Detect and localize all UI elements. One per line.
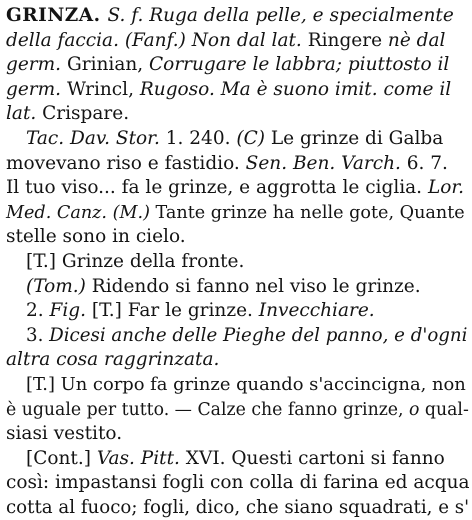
text-span: [Cont.]	[26, 447, 97, 469]
entry-line	[6, 29, 470, 54]
text-span: Le grinze di Galba	[264, 127, 444, 149]
italic-text: Dicesi anche delle Pieghe del panno, e d'ogni	[49, 324, 468, 346]
italic-text: (Tom.)	[26, 275, 86, 297]
text-span: qual-	[419, 399, 469, 420]
italic-text: germ.	[6, 78, 62, 100]
italic-text: Fig.	[49, 300, 87, 322]
italic-text: Sen. Ben. Varch.	[245, 152, 401, 174]
entry-line	[6, 422, 470, 447]
text-span: Far le grinze.	[127, 300, 259, 322]
entry-line	[6, 471, 470, 496]
entry-line	[6, 225, 470, 250]
italic-text: nè dal	[387, 29, 446, 51]
entry-line	[6, 299, 470, 324]
italic-text: Corrugare le labbra; piuttosto il	[149, 54, 450, 76]
entry-line	[6, 102, 470, 127]
text-span: Tante grinze ha nelle gote, Quante	[149, 202, 465, 223]
entry-line	[6, 447, 470, 472]
entry-line	[6, 53, 470, 78]
italic-text: Med. Canz. (M.)	[6, 202, 150, 223]
italic-text: Vas. Pitt.	[96, 447, 180, 469]
italic-text: Lor.	[427, 177, 465, 199]
entry-line	[6, 250, 470, 275]
italic-text: Tac. Dav. Stor.	[26, 127, 160, 149]
entry-line	[6, 152, 470, 177]
text-span: così: impastansi fogli con colla di farina ed acqua	[6, 472, 470, 494]
headword: GRINZA.	[6, 5, 108, 26]
entry-line	[6, 398, 470, 423]
text-span: Grinze della fronte.	[55, 250, 245, 272]
text-span: movevano riso e fastidio.	[6, 152, 246, 174]
entry-line	[6, 4, 470, 29]
entry-line	[6, 176, 470, 201]
italic-text: della faccia. (Fanf.) Non dal lat.	[6, 29, 302, 51]
text-span: stelle sono in cielo.	[6, 226, 186, 248]
text-span: 6. 7.	[400, 152, 448, 174]
italic-text: o	[409, 399, 420, 420]
entry-line	[6, 373, 470, 398]
text-span: XVI. Questi cartoni si fanno	[179, 447, 445, 469]
italic-text: germ.	[6, 54, 62, 76]
text-span: Crispare.	[36, 103, 130, 125]
entry-line	[6, 275, 470, 300]
italic-text: (C)	[236, 127, 265, 149]
entry-line	[6, 348, 470, 373]
italic-text: lat.	[6, 103, 37, 125]
text-span: 3.	[26, 324, 50, 346]
italic-text: S. f. Ruga della pelle, e specialmente	[107, 5, 454, 26]
entry-line	[6, 496, 470, 520]
entry-line	[6, 78, 470, 103]
text-span: siasi vestito.	[6, 423, 123, 445]
text-span: [T.]	[26, 250, 56, 272]
text-span: Grinian,	[61, 54, 150, 76]
entry-line	[6, 201, 470, 226]
text-span: Un corpo fa grinze quando s'accincigna, non	[54, 373, 466, 395]
text-span: Wrincl,	[61, 78, 140, 100]
text-span: è uguale per tutto. — Calze che fanno grinze,	[6, 399, 410, 420]
text-span: [T.]	[86, 300, 128, 322]
text-span: Il tuo viso... fa le grinze, e aggrotta le ciglia.	[6, 177, 428, 199]
entry-line	[6, 324, 470, 349]
text-span: cotta al fuoco; fogli, dico, che siano squadrati, e s'	[6, 496, 470, 518]
dictionary-entry-grinza	[6, 4, 470, 520]
text-span: Ringere	[301, 29, 388, 51]
italic-text: altra cosa raggrinzata.	[6, 349, 220, 371]
text-span: [T.]	[26, 373, 55, 395]
text-span: Ridendo si fanno nel viso le grinze.	[85, 275, 421, 297]
text-span: 2.	[26, 300, 50, 322]
italic-text: Invecchiare.	[258, 300, 375, 322]
italic-text: Rugoso. Ma è suono imit. come il	[139, 78, 452, 100]
entry-line	[6, 127, 470, 152]
text-span: 1. 240.	[159, 127, 237, 149]
